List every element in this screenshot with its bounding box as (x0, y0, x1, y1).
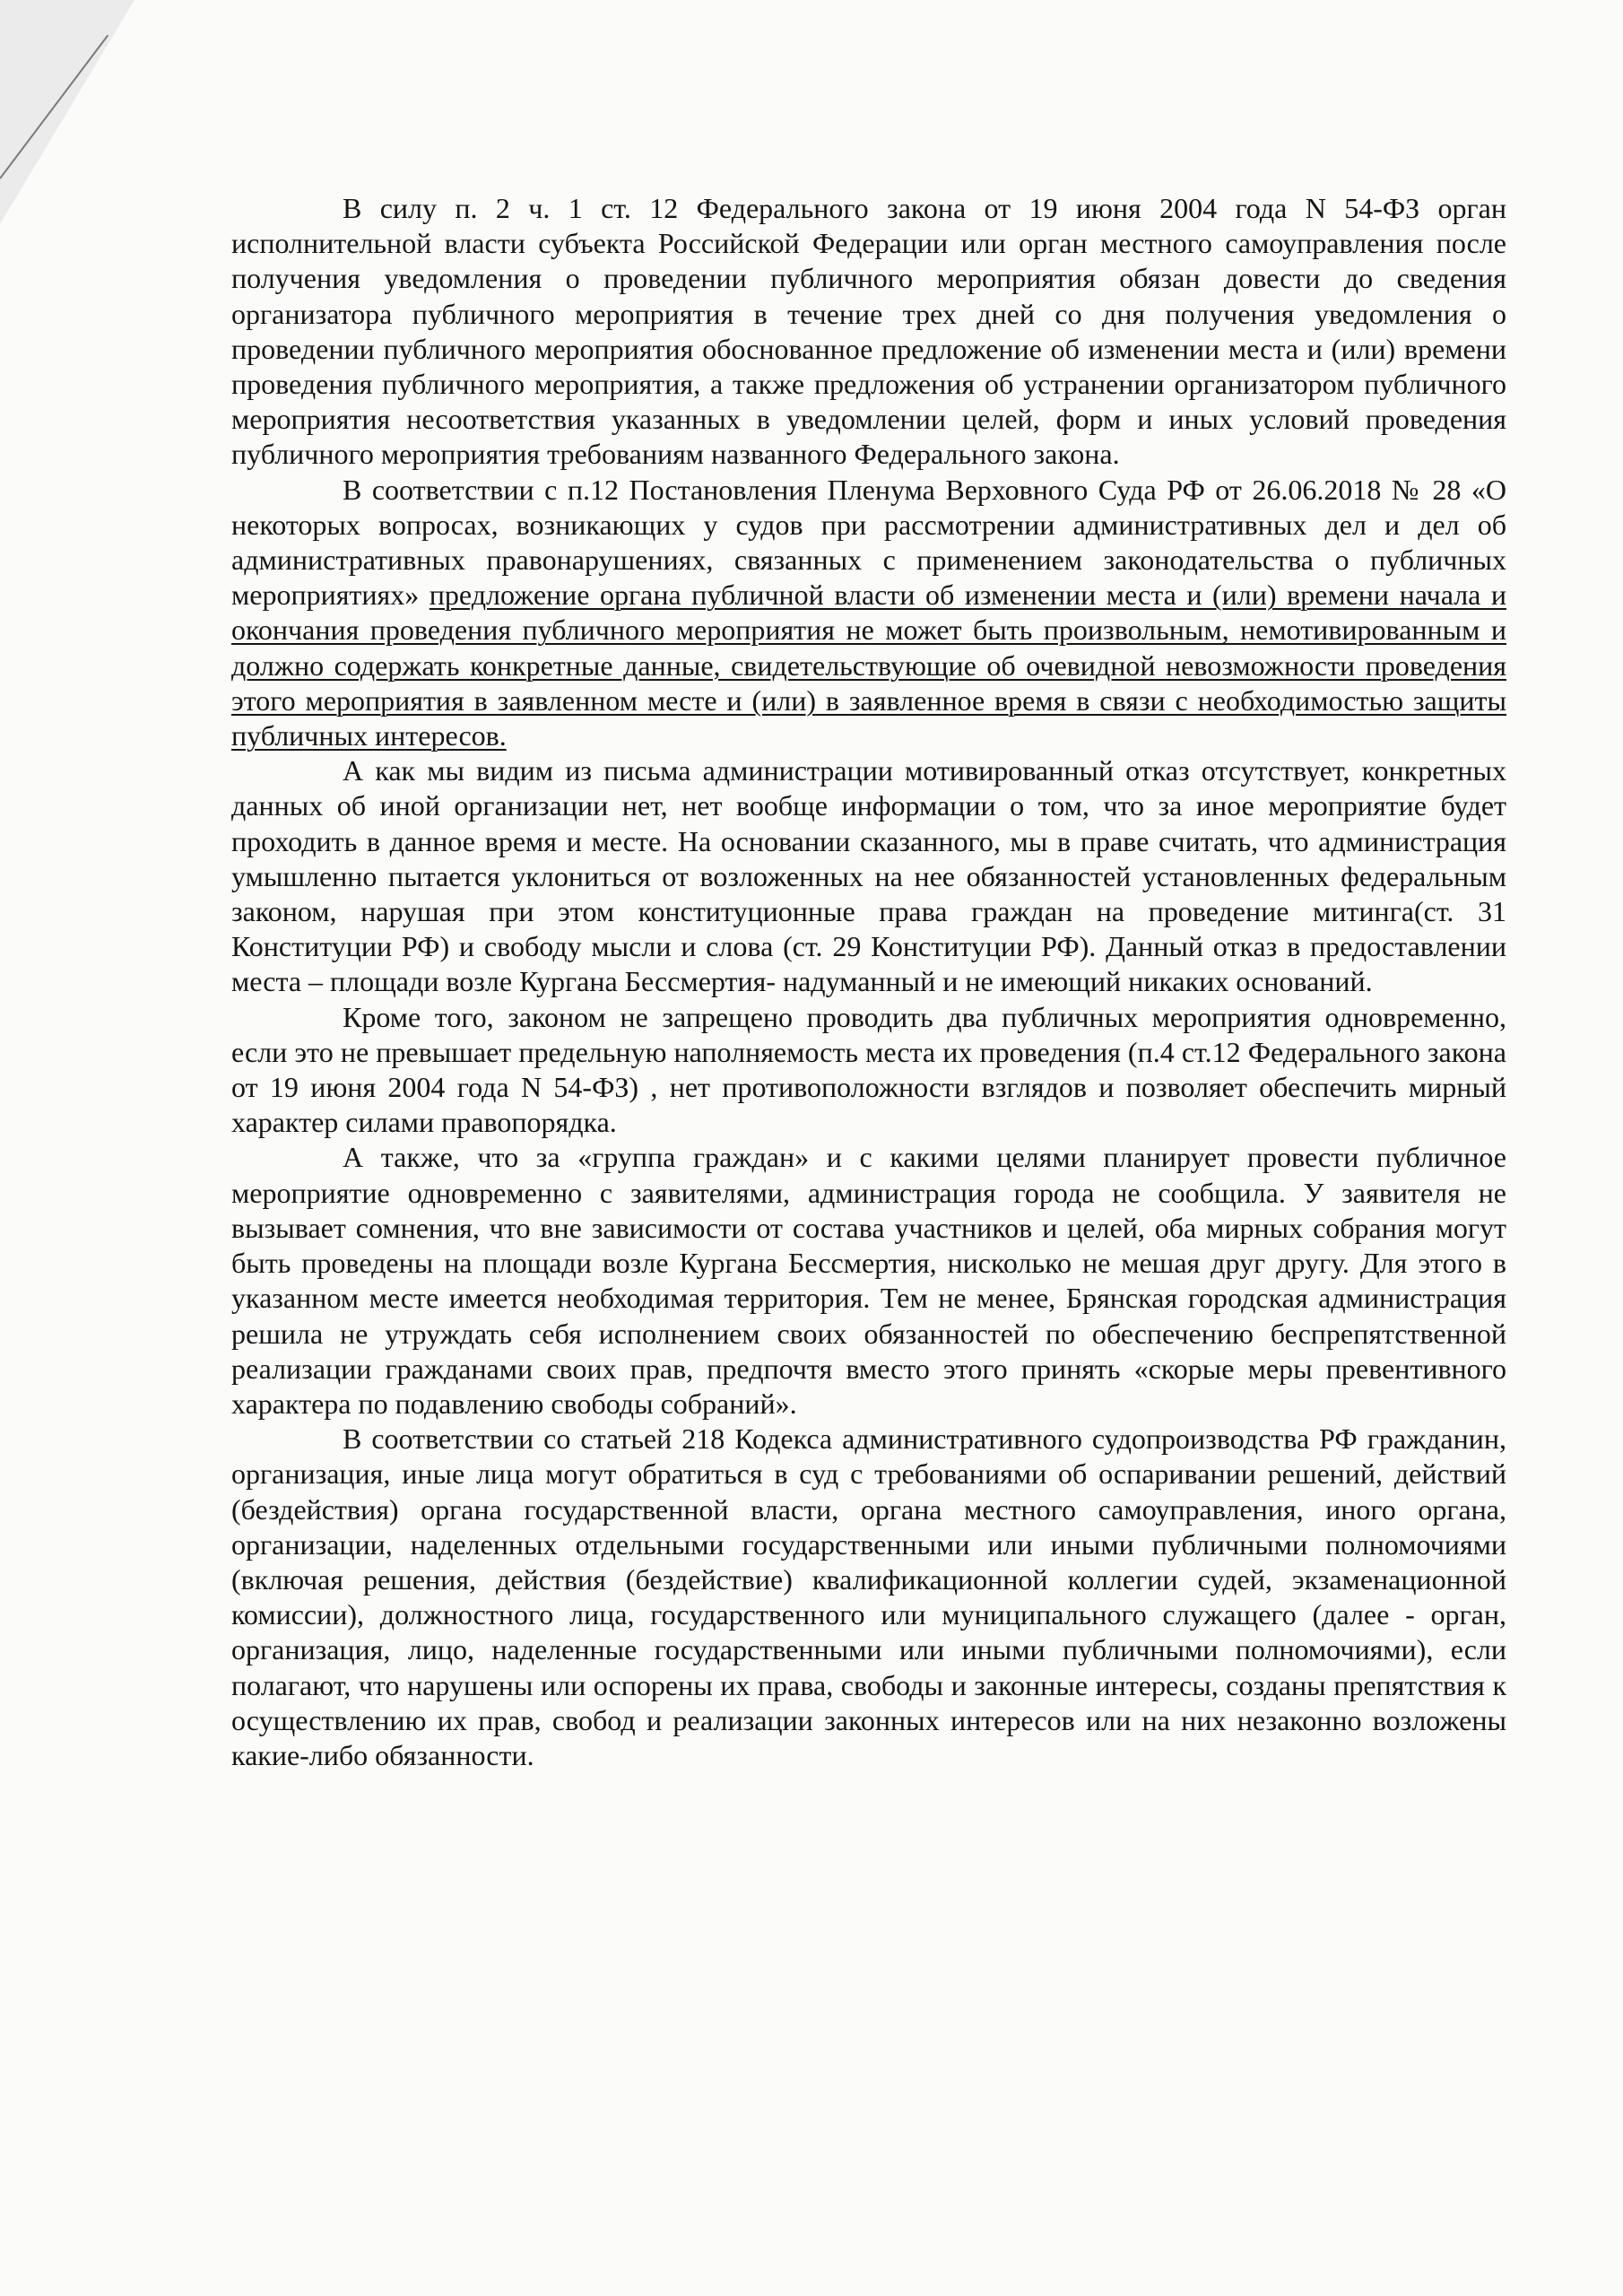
document-body (231, 191, 1506, 1773)
paragraph-6: В соответствии со статьей 218 Кодекса административного судопроизводства РФ гражданин, организация, иные лица могут обратиться в суд с требованиями об оспаривании решений, действий (бездействия) органа государственной власти, органа местного самоуправления, иного органа, организации, наделенных отдельными государственными или иными публичными полномочиями (включая решения, действия (бездействие) квалификационной коллегии судей, экзаменационной комиссии), должностного лица, государственного или муниципального служащего (далее - орган, организация, лицо, наделенные государственными или иными публичными полномочиями), если полагают, что нарушены или оспорены их права, свободы и законные интересы, созданы препятствия к осуществлению их прав, свобод и реализации законных интересов или на них незаконно возложены какие-либо обязанности. (231, 1422, 1506, 1771)
paragraph-2 (231, 473, 1506, 754)
page-corner-fold (0, 0, 135, 224)
paragraph-4: Кроме того, законом не запрещено проводить два публичных мероприятия одновременно, если это не превышает предельную наполняемость места их проведения (п.4 ст.12 Федерального закона от 19 июня 2004 года N 54-ФЗ) , нет противоположности взглядов и позволяет обеспечить мирный характер силами правопорядка. (231, 1000, 1506, 1139)
paragraph-2-underlined: предложение органа публичной власти об изменении места и (или) времени начала и окончания проведения публичного мероприятия не может быть произвольным, немотивированным и должно содержать конкретные данные, свидетельствующие об очевидной невозможности проведения этого мероприятия в заявленном месте и (или) в заявленное время в связи с необходимостью защиты публичных интересов. (231, 578, 1507, 752)
paragraph-1: В силу п. 2 ч. 1 ст. 12 Федерального закона от 19 июня 2004 года N 54-ФЗ орган исполнительной власти субъекта Российской Федерации или орган местного самоуправления после получения уведомления о проведении публичного мероприятия обязан довести до сведения организатора публичного мероприятия в течение трех дней со дня получения уведомления о проведении публичного мероприятия обоснованное предложение об изменении места и (или) времени проведения публичного мероприятия, а также предложения об устранении организатором публичного мероприятия несоответствия указанных в уведомлении целей, форм и иных условий проведения публичного мероприятия требованиям названного Федерального закона. (231, 192, 1506, 471)
paragraph-5: А также, что за «группа граждан» и с какими целями планирует провести публичное мероприятие одновременно с заявителями, администрация города не сообщила. У заявителя не вызывает сомнения, что вне зависимости от состава участников и целей, оба мирных собрания могут быть проведены на площади возле Кургана Бессмертия, нисколько не мешая друг другу. Для этого в указанном месте имеется необходимая территория. Тем не менее, Брянская городская администрация решила не утруждать себя исполнением своих обязанностей по обеспечению беспрепятственной реализации гражданами своих прав, предпочтя вместо этого принять «скорые меры превентивного характера по подавлению свободы собраний». (231, 1141, 1506, 1420)
paragraph-2-plain: В соответствии с п.12 Постановления Пленума Верховного Суда РФ от 26.06.2018 № 28 «О некоторых вопросах, возникающих у судов при рассмотрении административных дел и дел об административных правонарушениях, связанных с применением законодательства о публичных мероприятиях» (231, 473, 1506, 612)
paragraph-3: А как мы видим из письма администрации мотивированный отказ отсутствует, конкретных данных об иной организации нет, нет вообще информации о том, что за иное мероприятие будет проходить в данное время и месте. На основании сказанного, мы в праве считать, что администрация умышленно пытается уклониться от возложенных на нее обязанностей установленных федеральным законом, нарушая при этом конституционные права граждан на проведение митинга(ст. 31 Конституции РФ) и свободу мысли и слова (ст. 29 Конституции РФ). Данный отказ в предоставлении места – площади возле Кургана Бессмертия- надуманный и не имеющий никаких оснований. (231, 754, 1506, 998)
